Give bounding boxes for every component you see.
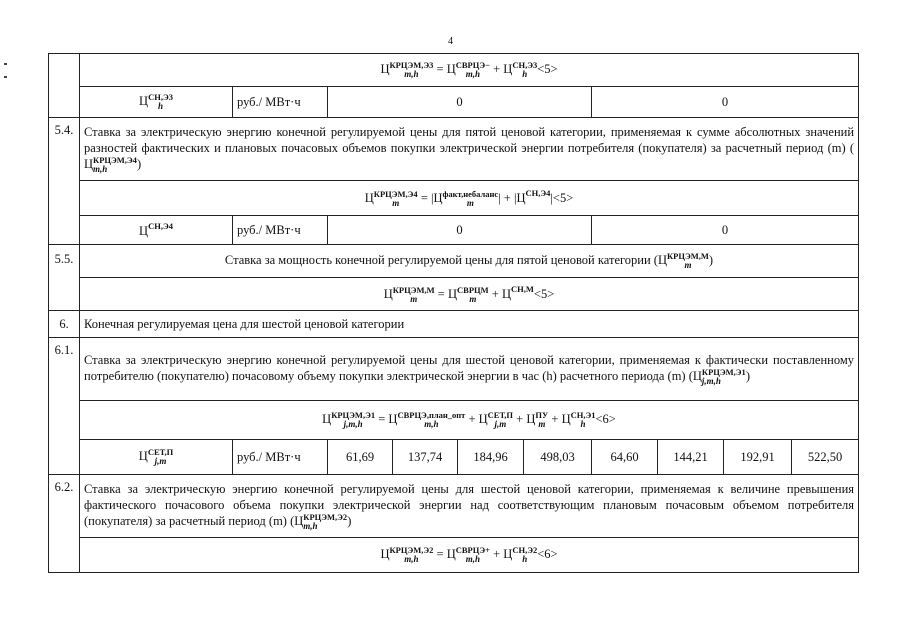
section-text: Конечная регулируемая цена для шестой ценовой категории [80,311,859,338]
formula-ey3: Ц КРЦЭМ,Э3 m,h = Ц СВРЦЭ− m,h + Ц СН,Э3 h <5> [80,54,859,87]
value-cell: 137,74 [393,440,458,475]
value-cell: 61,69 [328,440,393,475]
row-ch-ey3 [49,87,859,118]
section-text: Ставка за мощность конечной регулируемой цены для пятой ценовой категории (Ц КРЦЭМ,М m ) [80,245,859,278]
value-cell: 0 [328,87,592,118]
formula-row-ey3 [49,54,859,87]
section-number: 6. [49,311,80,338]
formula-ey2: Ц КРЦЭМ,Э2 m,h = Ц СВРЦЭ+ m,h + Ц СН,Э2 h <6> [80,538,859,573]
edge-mark [4,76,7,78]
value-cell: 0 [592,216,859,245]
tariff-table [48,53,859,573]
page-number: 4 [448,36,453,47]
row-set-p [49,440,859,475]
value-cell: 498,03 [524,440,592,475]
formula-row-m [49,278,859,311]
section-6 [49,311,859,338]
formula-row-ey2 [49,538,859,573]
symbol-cell: Ц СН,Э3 h [80,87,233,118]
value-cell: 0 [328,216,592,245]
section-text: Ставка за электрическую энергию конечной регулируемой цены для пятой ценовой категории, применяемая к сумме абсолютных значений разностей фактических и плановых почасовых объемов покупки электрической энергии потребителя (покупателя) за расчетный период (m) (Ц КРЦЭМ,Э4 m,h ) [80,118,859,181]
formula-ey4: Ц КРЦЭМ,Э4 m = |Ц факт,небаланс m | + $|Ц^{СН,Э4}|<5>$ [80,181,859,216]
symbol-cell: Ц СЕТ,П j,m [80,440,233,475]
symbol-cell: $Ц^{СН,Э4}$ [80,216,233,245]
formula-m: Ц КРЦЭМ,М m = Ц СВРЦМ m + $Ц^{СН,М}<5>$ [80,278,859,311]
empty-number-cell [49,54,80,118]
section-text: Ставка за электрическую энергию конечной регулируемой цены для шестой ценовой категории, применяемая к фактически поставленному потребителю (покупателю) почасовому объему покупки электрической энергии в час (h) расчетного периода (m) (Ц КРЦЭМ,Э1 j,m,h ) [80,338,859,401]
section-text: Ставка за электрическую энергию конечной регулируемой цены для шестой ценовой категории, применяемая к величине превышения фактического почасового объема покупки электрической энергии над соответствующим плановым почасовым объемом потребителя (покупателя) за расчетный период (m) (Ц КРЦЭМ,Э2 m,h ) [80,475,859,538]
value-cell: 522,50 [792,440,859,475]
formula-row-ey4 [49,181,859,216]
section-5-5 [49,245,859,278]
section-number: 5.5. [49,245,80,311]
row-ch-ey4 [49,216,859,245]
value-cell: 64,60 [592,440,658,475]
section-6-2 [49,475,859,538]
edge-mark [4,63,7,65]
section-number: 5.4. [49,118,80,245]
section-number: 6.1. [49,338,80,475]
section-5-4 [49,118,859,181]
unit-cell: руб./ МВт·ч [233,216,328,245]
value-cell: 0 [592,87,859,118]
value-cell: 192,91 [724,440,792,475]
unit-cell: руб./ МВт·ч [233,87,328,118]
value-cell: 144,21 [658,440,724,475]
unit-cell: руб./ МВт·ч [233,440,328,475]
section-number: 6.2. [49,475,80,573]
value-cell: 184,96 [458,440,524,475]
formula-row-ey1 [49,401,859,440]
section-6-1 [49,338,859,401]
formula-ey1: Ц КРЦЭМ,Э1 j,m,h = Ц СВРЦЭ,план_опт m,h + Ц СЕТ,П j,m + Ц ПУ m + Ц СН,Э1 h <6> [80,401,859,440]
